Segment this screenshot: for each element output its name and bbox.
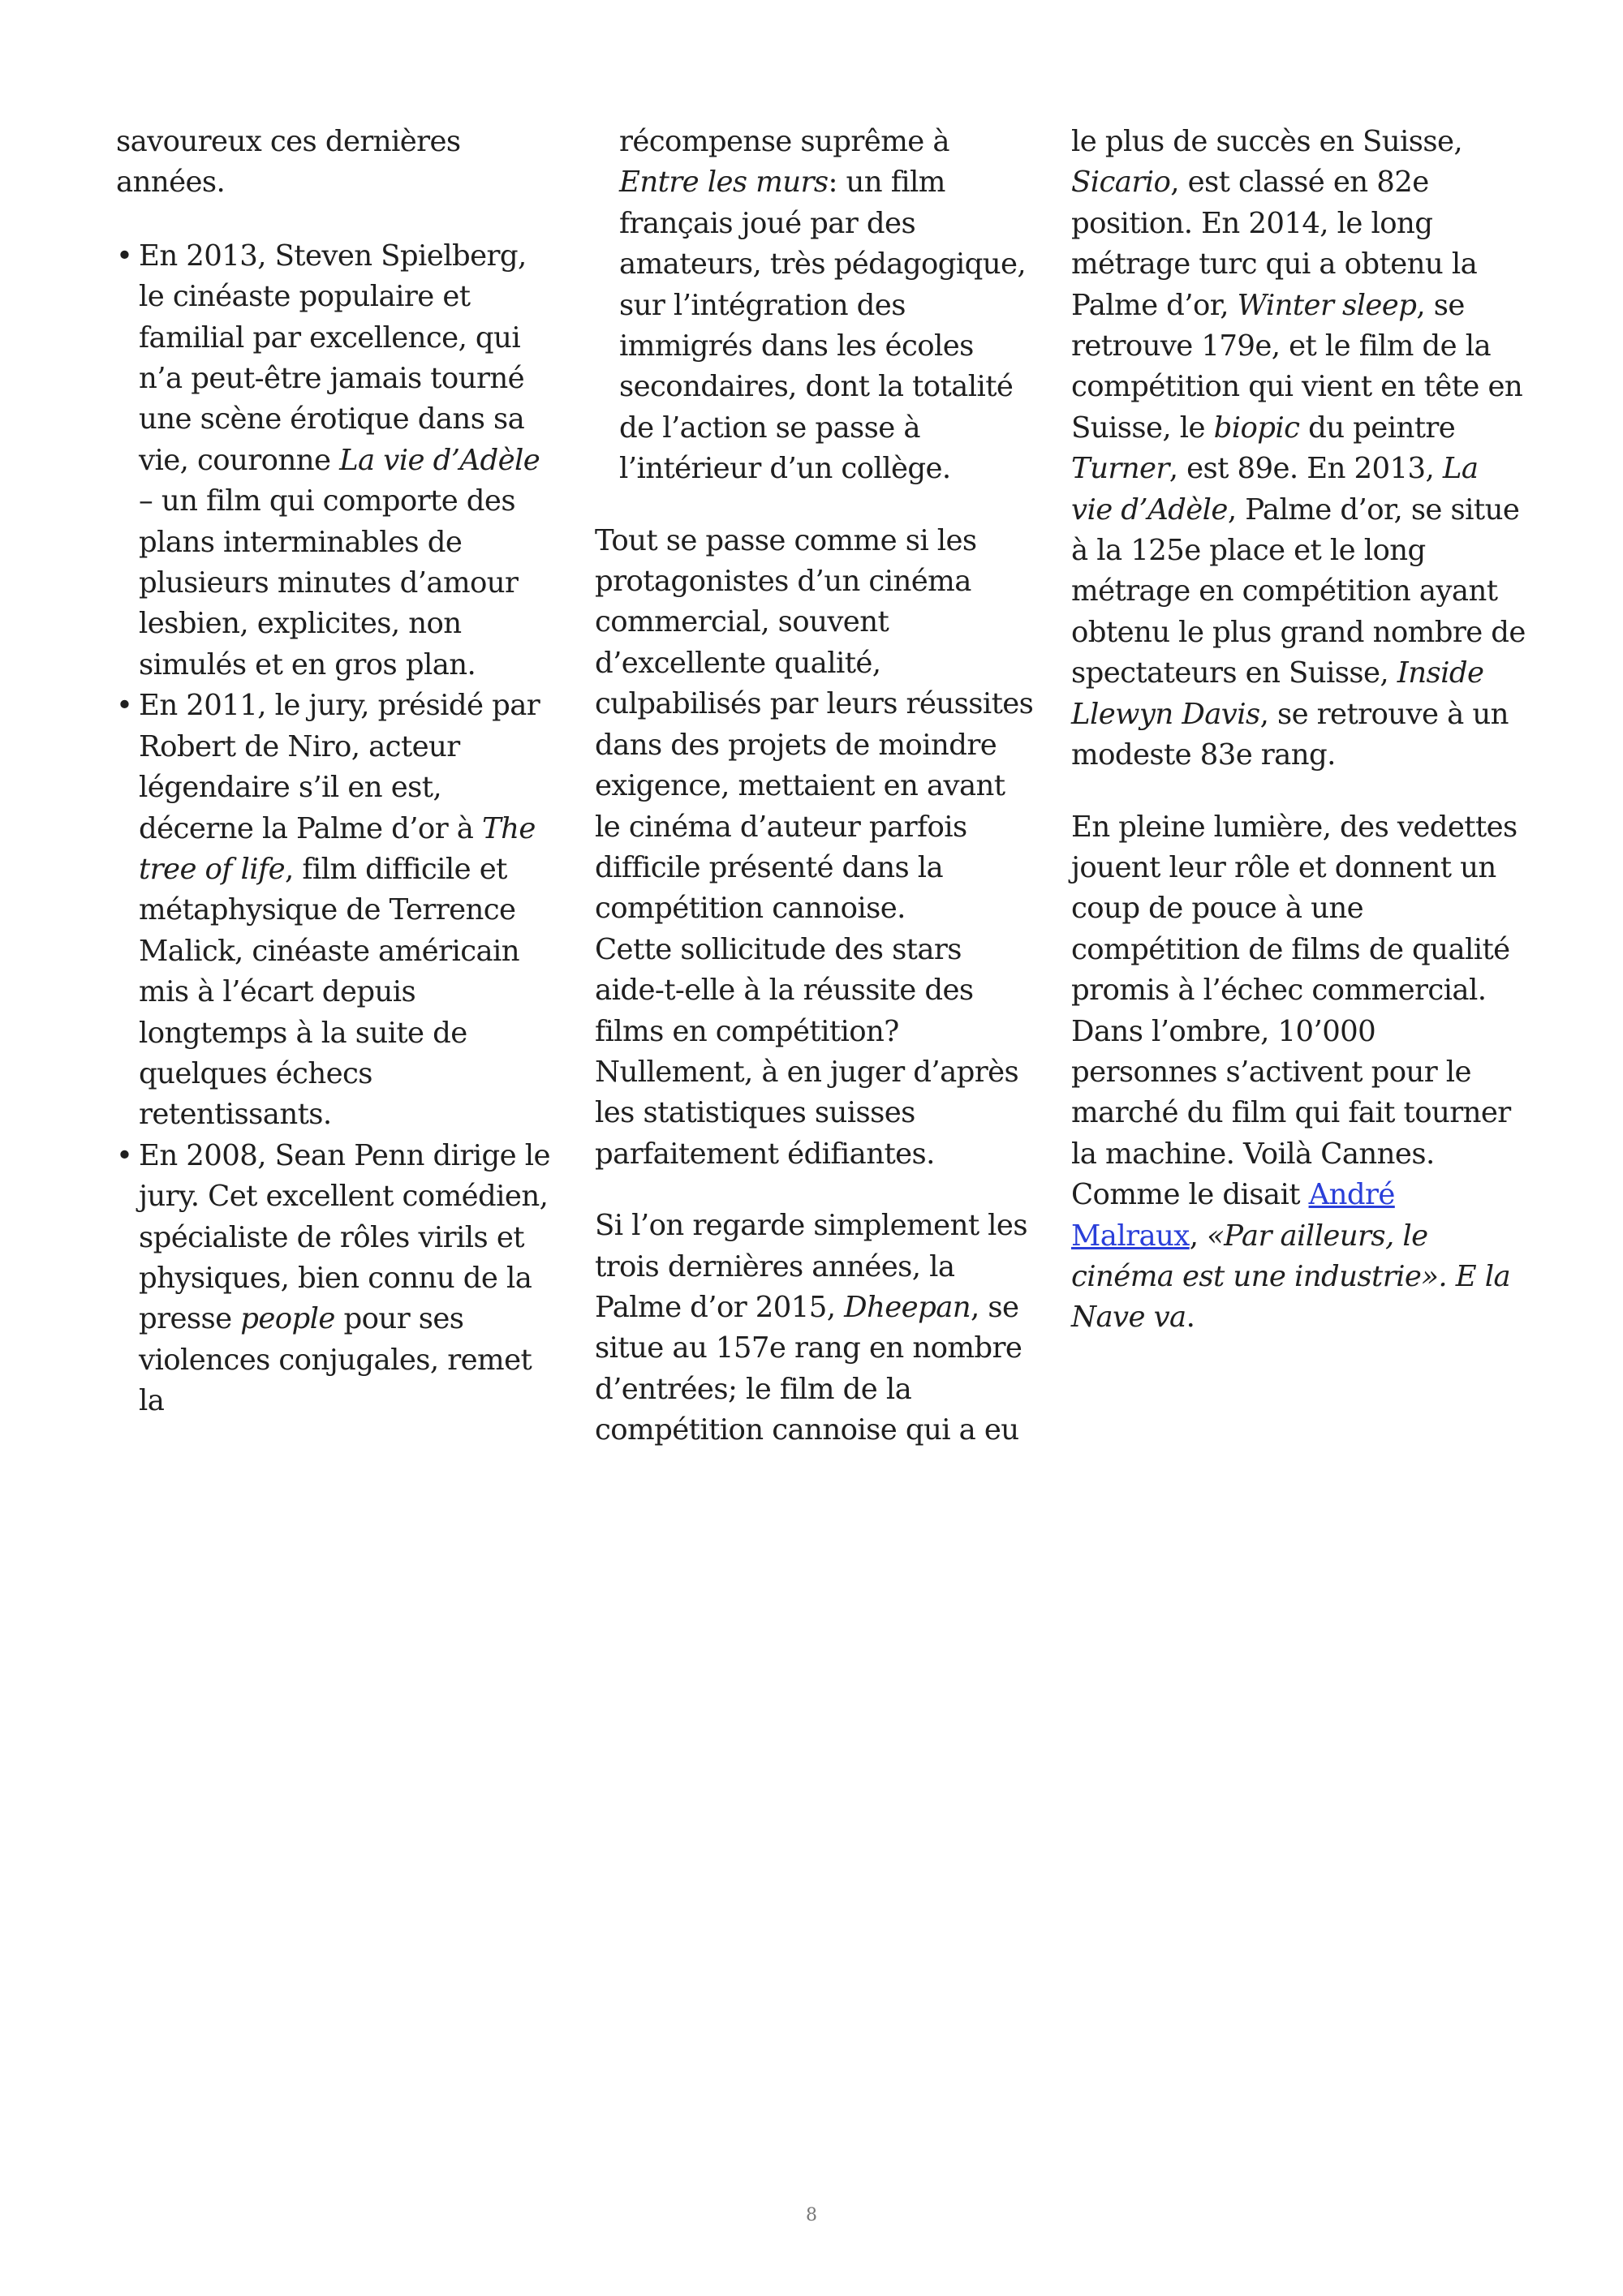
page-number: 8 <box>806 2205 817 2225</box>
body-paragraph: le plus de succès en Suisse, Sicario, est classé en 82e position. En 2014, le long métrage turc qui a obtenu la Palme d’or, Winter sleep, se retrouve 179e, et le film de la compétition qui vient en tête en Suisse, le biopic du peintre Turner, est 89e. En 2013, La vie d’Adèle, Palme d’or, se situe à la 125e place et le long métrage en compétition ayant obtenu le plus grand nombre de spectateurs en Suisse, Inside Llewyn Davis, se retrouve à un modeste 83e rang. <box>1071 125 1526 772</box>
list-item-continuation: récompense suprême à Entre les murs: un film français joué par des amateurs, très pédagogique, sur l’intégration des immigrés dans les écoles secondaires, dont la totalité de l’action se passe à l’intérieur d’un collège. <box>619 125 1027 486</box>
text-column-1 <box>116 122 558 1422</box>
bullet-list <box>116 236 558 1422</box>
body-paragraph: En pleine lumière, des vedettes jouent leur rôle et donnent un coup de pouce à une compétition de films de qualité promis à l’échec commercial. Dans l’ombre, 10’000 personnes s’activent pour le marché du film qui fait tourner la machine. Voilà Cannes. <box>1071 810 1518 1171</box>
list-item: • En 2011, le jury, présidé par Robert de Niro, acteur légendaire s’il en est, décerne la Palme d’or à The tree of life, film difficile et métaphysique de Terrence Malick, cinéaste américain mis à l’écart depuis longtemps à la suite de quelques échecs retentissants. <box>116 686 558 1135</box>
text-column-2 <box>595 122 1037 1451</box>
intro-paragraph: savoureux ces dernières années. <box>116 125 461 200</box>
text-column-3 <box>1071 122 1526 1339</box>
body-paragraph: Si l’on regarde simplement les trois dernières années, la Palme d’or 2015, Dheepan, se situe au 157e rang en nombre d’entrées; le film de la compétition cannoise qui a eu <box>595 1209 1027 1447</box>
body-paragraph: Comme le disait André Malraux, «Par ailleurs, le cinéma est une industrie». E la Nave va. <box>1071 1178 1511 1335</box>
body-paragraph: Cette sollicitude des stars aide-t-elle à la réussite des films en compétition? Nullement, à en juger d’après les statistiques suisses parfaitement édifiantes. <box>595 932 1019 1171</box>
andre-malraux-link[interactable]: André Malraux <box>1071 1178 1395 1253</box>
list-item: • En 2008, Sean Penn dirige le jury. Cet excellent comédien, spécialiste de rôles virils et physiques, bien connu de la presse people pour ses violences conjugales, remet la <box>116 1136 558 1422</box>
list-item: • En 2013, Steven Spielberg, le cinéaste populaire et familial par excellence, qui n’a peut-être jamais tourné une scène érotique dans sa vie, couronne La vie d’Adèle – un film qui comporte des plans interminables de plusieurs minutes d’amour lesbien, explicites, non simulés et en gros plan. <box>116 236 558 686</box>
body-paragraph: Tout se passe comme si les protagonistes d’un cinéma commercial, souvent d’excellente qualité, culpabilisés par leurs réussites dans des projets de moindre exigence, mettaient en avant le cinéma d’auteur parfois difficile présenté dans la compétition cannoise. <box>595 523 1034 926</box>
